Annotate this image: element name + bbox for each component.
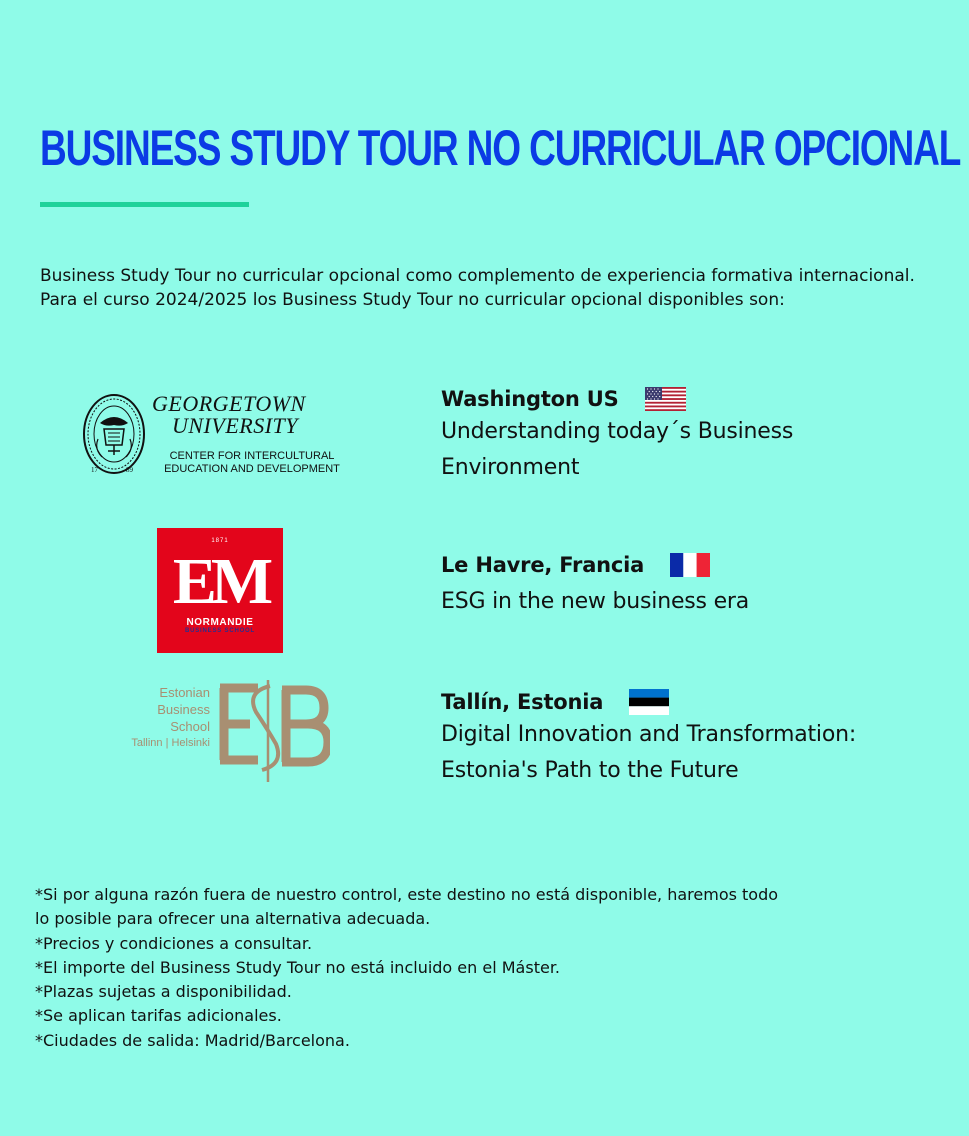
intro-line: Business Study Tour no curricular opcional como complemento de experiencia formativa internacional.: [40, 266, 915, 286]
georgetown-subtitle: [154, 450, 350, 476]
title-underline: [40, 202, 249, 207]
tour-city-row: [441, 550, 749, 580]
footnote: *Ciudades de salida: Madrid/Barcelona.: [35, 1030, 350, 1050]
intro-line: Para el curso 2024/2025 los Business Study Tour no curricular opcional disponibles son:: [40, 290, 785, 310]
georgetown-logo: [82, 393, 352, 479]
ebs-wordmark: [114, 684, 210, 751]
seal-year-left: 17: [91, 466, 98, 474]
georgetown-seal-icon: [82, 393, 146, 475]
footnote: *Si por alguna razón fuera de nuestro control, este destino no está disponible, haremos todo: [35, 885, 779, 904]
page-title: BUSINESS STUDY TOUR NO CURRICULAR OPCIONAL: [40, 120, 961, 176]
tour-city: Washington US: [441, 387, 619, 411]
georgetown-sub-line: EDUCATION AND DEVELOPMENT: [164, 463, 340, 475]
footnote: *Plazas sujetas a disponibilidad.: [35, 982, 292, 1002]
em-tagline: BUSINESS SCHOOL: [184, 628, 255, 634]
tour-description: Digital Innovation and Transformation: Estonia's Path to the Future: [441, 722, 857, 783]
footnotes: [35, 883, 778, 1053]
ebs-line: Business: [157, 702, 210, 717]
tour-info: [441, 384, 801, 486]
tour-info: [441, 687, 881, 789]
georgetown-name: GEORGETOWN: [152, 391, 306, 416]
ebs-monogram-icon: [214, 678, 330, 784]
footnote: lo posible para ofrecer una alternativa adecuada.: [35, 909, 431, 929]
seal-year-right: 89: [126, 466, 133, 474]
ebs-location: Tallinn | Helsinki: [131, 737, 210, 749]
tour-info: [441, 550, 749, 620]
em-year: 1871: [211, 538, 229, 544]
ebs-logo: [114, 678, 334, 784]
france-flag-icon: [670, 553, 710, 577]
footnote: *El importe del Business Study Tour no está incluido en el Máster.: [35, 957, 561, 977]
tour-city-row: [441, 384, 801, 414]
georgetown-university: UNIVERSITY: [172, 413, 298, 438]
em-name: NORMANDIE: [186, 617, 254, 628]
georgetown-sub-line: CENTER FOR INTERCULTURAL: [169, 450, 335, 462]
tour-city: Tallín, Estonia: [441, 690, 604, 714]
footnote: *Se aplican tarifas adicionales.: [35, 1006, 282, 1026]
tour-city: Le Havre, Francia: [441, 553, 645, 577]
ebs-line: School: [170, 719, 210, 734]
tour-description: ESG in the new business era: [441, 589, 750, 614]
estonia-flag-icon: [629, 689, 669, 715]
em-monogram: EM: [172, 545, 268, 618]
tour-city-row: [441, 687, 881, 717]
georgetown-wordmark: [152, 393, 306, 437]
intro-text: [40, 264, 915, 312]
ebs-line: Estonian: [159, 685, 210, 700]
tour-description: Understanding today´s Business Environment: [441, 419, 794, 480]
us-flag-icon: [645, 387, 686, 411]
em-normandie-logo: [157, 528, 283, 653]
footnote: *Precios y condiciones a consultar.: [35, 933, 313, 953]
